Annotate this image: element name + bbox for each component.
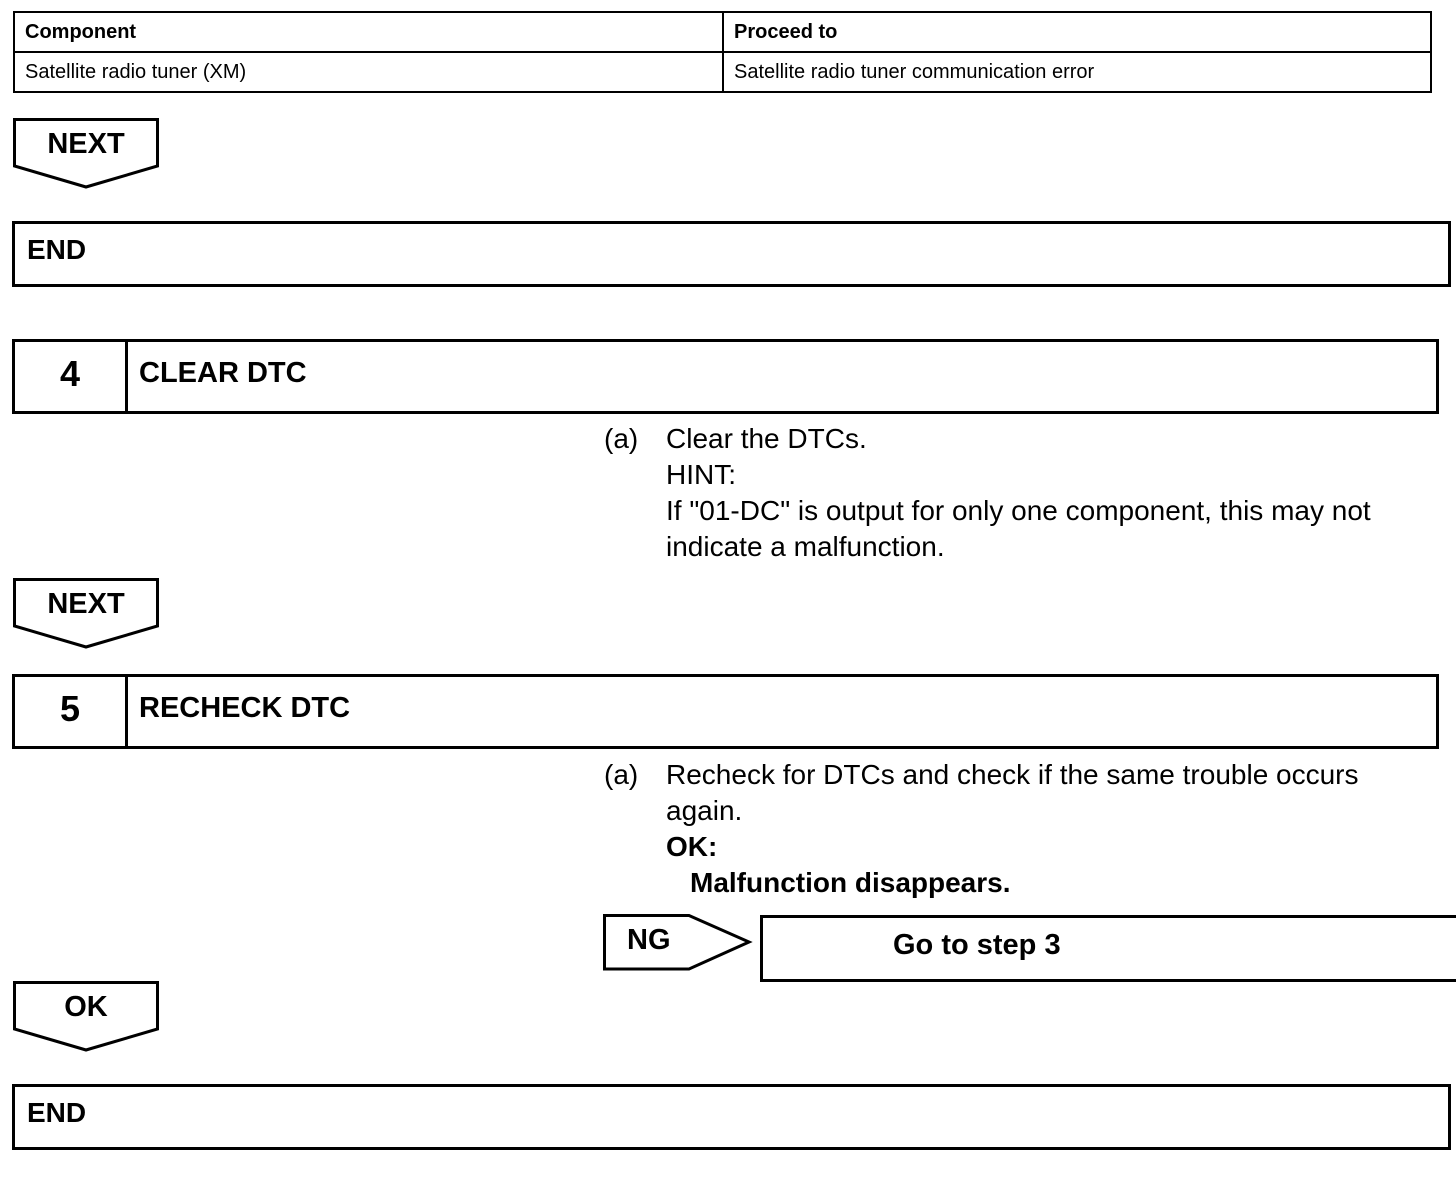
next-arrow-2 bbox=[13, 578, 159, 650]
end-box-2: END bbox=[12, 1084, 1451, 1150]
step-4-hint-text: If "01-DC" is output for only one component, this may not indicate a malfunction. bbox=[666, 495, 1371, 562]
table-header-proceed-to: Proceed to bbox=[723, 12, 1431, 52]
next-label: NEXT bbox=[47, 128, 125, 160]
step-5-item-text: Recheck for DTCs and check if the same trouble occurs again. bbox=[666, 759, 1359, 826]
next-arrow-1 bbox=[13, 118, 159, 190]
table-header-row bbox=[14, 12, 1431, 52]
step-5-ok-text: Malfunction disappears. bbox=[690, 867, 1011, 898]
step-4-hint-label: HINT: bbox=[666, 459, 736, 490]
step-5-header bbox=[12, 674, 1439, 749]
ng-arrow bbox=[603, 914, 753, 972]
end-box-1: END bbox=[12, 221, 1451, 287]
goto-step-3-box: Go to step 3 bbox=[760, 915, 1456, 982]
table-cell-component: Satellite radio tuner (XM) bbox=[14, 52, 723, 92]
component-table bbox=[13, 11, 1432, 93]
table-header-component: Component bbox=[14, 12, 723, 52]
step-4-header bbox=[12, 339, 1439, 414]
step-5-instructions bbox=[604, 757, 1434, 907]
step-4-title: CLEAR DTC bbox=[139, 357, 307, 389]
next-label: NEXT bbox=[47, 588, 125, 620]
table-row bbox=[14, 52, 1431, 92]
ng-label: NG bbox=[627, 924, 671, 956]
step-4-number: 4 bbox=[15, 342, 128, 411]
step-5-title: RECHECK DTC bbox=[139, 692, 351, 724]
ok-label: OK bbox=[64, 991, 108, 1023]
step-5-number: 5 bbox=[15, 677, 128, 746]
table-cell-proceed-to: Satellite radio tuner communication error bbox=[723, 52, 1431, 92]
step-5-ok-label: OK: bbox=[666, 831, 718, 862]
step-5-item-tag: (a) bbox=[604, 759, 639, 790]
step-4-item-text: Clear the DTCs. bbox=[666, 423, 867, 454]
step-4-instructions bbox=[604, 421, 1434, 571]
ok-arrow bbox=[13, 981, 159, 1053]
step-4-item-tag: (a) bbox=[604, 423, 639, 454]
arrow-right-shape bbox=[603, 914, 753, 972]
